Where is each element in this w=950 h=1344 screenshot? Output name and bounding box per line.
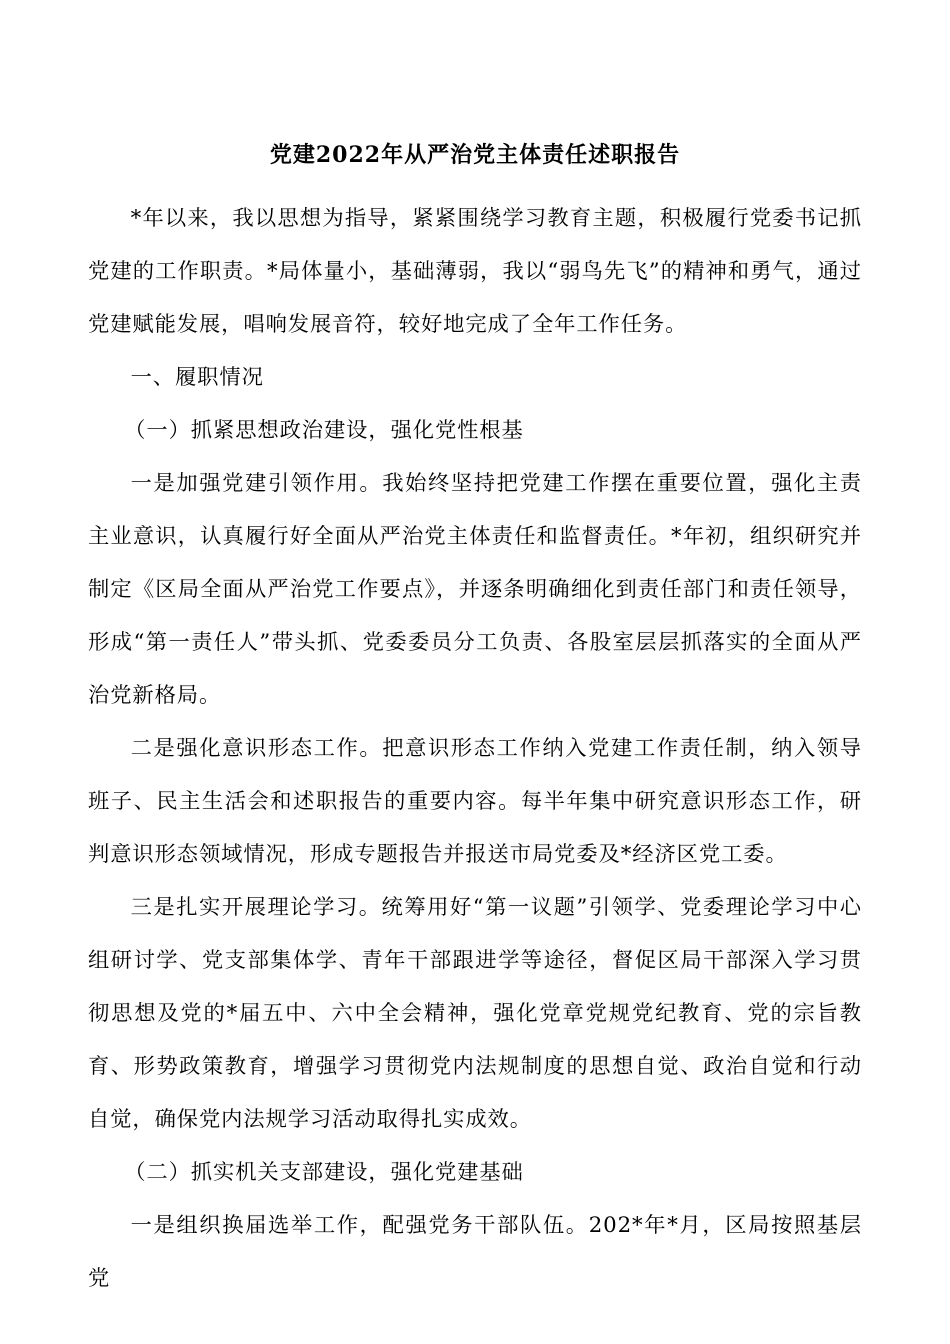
- paragraph-election-work: 一是组织换届选举工作，配强党务干部队伍。202*年*月，区局按照基层党: [88, 1213, 862, 1291]
- document-title: 党建2022年从严治党主体责任述职报告: [269, 142, 681, 168]
- document-body: [88, 192, 862, 1305]
- section-heading-1: 一、履职情况: [130, 365, 264, 390]
- paragraph-theory-study: 三是扎实开展理论学习。统筹用好“第一议题”引领学、党委理论学习中心组研讨学、党支部集体学、青年干部跟进学等途径，督促区局干部深入学习贯彻思想及党的*届五中、六中全会精神，强化党章党规党纪教育、党的宗旨教育、形势政策教育，增强学习贯彻党内法规制度的思想自觉、政治自觉和行动自觉，确保党内法规学习活动取得扎实成效。: [88, 895, 862, 1132]
- subsection-heading-1: （一）抓紧思想政治建设，强化党性根基: [124, 418, 524, 443]
- paragraph-party-leadership: 一是加强党建引领作用。我始终坚持把党建工作摆在重要位置，强化主责主业意识，认真履行好全面从严治党主体责任和监督责任。*年初，组织研究并制定《区局全面从严治党工作要点》，并逐条明确细化到责任部门和责任领导，形成“第一责任人”带头抓、党委委员分工负责、各股室层层抓落实的全面从严治党新格局。: [88, 471, 862, 708]
- subsection-heading-2: （二）抓实机关支部建设，强化党建基础: [124, 1160, 524, 1185]
- paragraph-ideology-work: 二是强化意识形态工作。把意识形态工作纳入党建工作责任制，纳入领导班子、民主生活会和述职报告的重要内容。每半年集中研究意识形态工作，研判意识形态领域情况，形成专题报告并报送市局党委及*经济区党工委。: [88, 736, 862, 867]
- intro-paragraph: *年以来，我以思想为指导，紧紧围绕学习教育主题，积极履行党委书记抓党建的工作职责。*局体量小，基础薄弱，我以“弱鸟先飞”的精神和勇气，通过党建赋能发展，唱响发展音符，较好地完成了全年工作任务。: [88, 206, 862, 337]
